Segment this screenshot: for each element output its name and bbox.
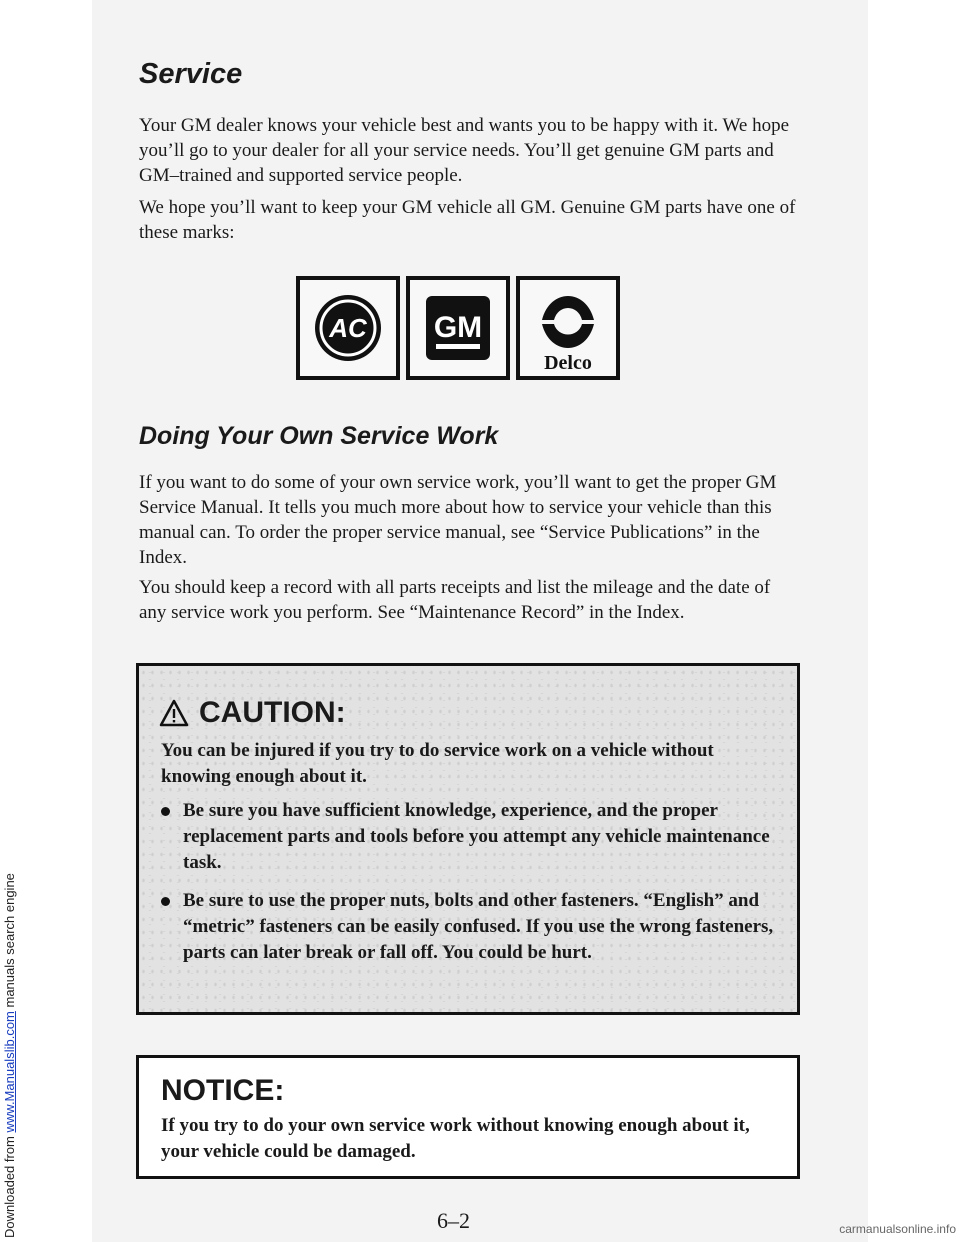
service-paragraph-1: Your GM dealer knows your vehicle best and wants you to be happy with it. We hope you’ll go to your dealer for all your service needs. You’ll get genuine GM parts and GM–trained and supported service people. [139,115,789,186]
notice-body: If you try to do your own service work without knowing enough about it, your vehicle could be damaged. [161,1115,750,1162]
caution-intro: You can be injured if you try to do service work on a vehicle without knowing enough about it. [161,740,714,787]
caution-bullet-list [161,798,781,978]
list-item [161,798,781,876]
delco-logo-icon [520,280,616,376]
manualslib-link[interactable]: www.Manualslib.com [2,1011,17,1133]
warning-triangle-icon [159,699,189,727]
service-paragraph-2: We hope you’ll want to keep your GM vehicle all GM. Genuine GM parts have one of these marks: [139,197,796,243]
notice-box [136,1055,800,1179]
notice-title: NOTICE: [161,1074,285,1107]
service-heading: Service [139,58,243,90]
list-item [161,888,781,966]
own-service-paragraph-2: You should keep a record with all parts receipts and list the mileage and the date of any service work you perform. See “Maintenance Record” in the Index. [139,577,771,623]
bullet-icon [161,807,170,816]
ac-logo-text: AC [329,313,367,343]
delco-logo [516,276,620,380]
sidebar-prefix: Downloaded from [2,1132,17,1238]
caution-bullet-text: Be sure to use the proper nuts, bolts and other fasteners. “English” and “metric” fasteners can be easily confused. If you use the wrong fasteners, parts can later break or fall off. You could be hurt. [183,890,774,963]
caution-bullet-text: Be sure you have sufficient knowledge, experience, and the proper replacement parts and tools before you attempt any vehicle maintenance task. [183,800,770,873]
ac-logo [296,276,400,380]
genuine-parts-logos [296,276,620,380]
page-number: 6–2 [437,1208,470,1233]
own-service-paragraph-1: If you want to do some of your own service work, you’ll want to get the proper GM Service Manual. It tells you much more about how to service your vehicle than this manual can. To order the proper service manual, see “Service Publications” in the Index. [139,472,777,568]
gm-logo-icon [422,292,494,364]
ac-logo-icon [312,292,384,364]
sidebar-suffix: manuals search engine [2,873,17,1012]
caution-header [159,696,346,730]
gm-logo-text: GM [433,311,483,344]
bullet-icon [161,897,170,906]
caution-box [136,663,800,1015]
delco-logo-text: Delco [544,352,592,374]
download-source-sidebar [2,873,17,1238]
caution-title: CAUTION: [199,696,346,729]
gm-logo [406,276,510,380]
footer-watermark: carmanualsonline.info [839,1222,956,1236]
own-service-heading: Doing Your Own Service Work [139,422,499,450]
